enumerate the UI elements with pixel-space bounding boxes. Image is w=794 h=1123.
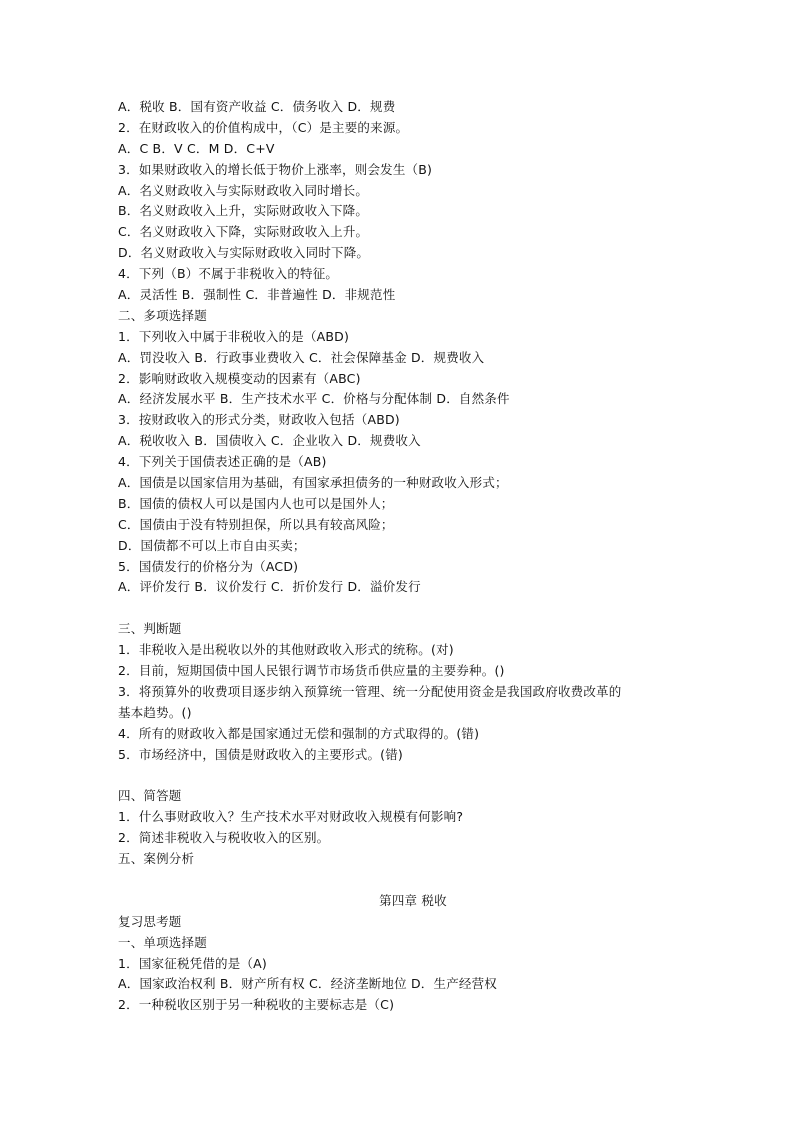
document-body <box>118 97 698 1016</box>
section-heading: 一、单项选择题 <box>118 934 207 950</box>
text-line: 4．下列关于国债表述正确的是（AB) <box>118 454 327 470</box>
blank-line <box>118 598 698 619</box>
section-heading: 四、简答题 <box>118 788 182 804</box>
text-line: C．国债由于没有特别担保，所以具有较高风险； <box>118 516 394 532</box>
text-line: D．国债都不可以上市自由买卖； <box>118 537 306 553</box>
text-line: A．税收收入 B．国债收入 C．企业收入 D．规费收入 <box>118 433 421 449</box>
text-line: A．税收 B．国有资产收益 C．债务收入 D．规费 <box>118 99 396 114</box>
text-line: 2．在财政收入的价值构成中，（C）是主要的来源。 <box>118 119 409 135</box>
section-heading: 五、案例分析 <box>118 851 195 867</box>
text-line: B．名义财政收入上升，实际财政收入下降。 <box>118 203 369 219</box>
text-line: 5．市场经济中，国债是财政收入的主要形式。(错) <box>118 746 404 762</box>
text-line: 2．一种税收区别于另一种税收的主要标志是（C) <box>118 997 395 1013</box>
section-heading: 复习思考题 <box>118 913 182 929</box>
text-line: 1．国家征税凭借的是（A) <box>118 955 267 971</box>
text-line: A．国家政治权利 B．财产所有权 C．经济垄断地位 D．生产经营权 <box>118 976 498 992</box>
text-line: 5．国债发行的价格分为（ACD) <box>118 558 299 574</box>
text-line: A．名义财政收入与实际财政收入同时增长。 <box>118 182 369 198</box>
text-line: A．C B．V C．M D．C+V <box>118 140 275 156</box>
blank-line <box>118 870 698 891</box>
text-line: D．名义财政收入与实际财政收入同时下降。 <box>118 245 370 261</box>
text-line: 3．按财政收入的形式分类，财政收入包括（ABD) <box>118 412 400 428</box>
text-line: 4．所有的财政收入都是国家通过无偿和强制的方式取得的。(错) <box>118 725 480 741</box>
blank-line <box>118 766 698 787</box>
text-line: 基本趋势。() <box>118 704 192 720</box>
text-line: A．评价发行 B．议价发行 C．折价发行 D．溢价发行 <box>118 579 421 595</box>
text-line: 1．什么事财政收入？生产技术水平对财政收入规模有何影响? <box>118 809 464 825</box>
text-line: C．名义财政收入下降，实际财政收入上升。 <box>118 224 369 240</box>
text-line: 2．简述非税收入与税收收入的区别。 <box>118 830 330 846</box>
text-line: 1．非税收入是出税收以外的其他财政收入形式的统称。(对) <box>118 642 454 658</box>
text-line: B．国债的债权人可以是国内人也可以是国外人； <box>118 495 394 511</box>
text-line: 4．下列（B）不属于非税收入的特征。 <box>118 266 339 282</box>
text-line: A．灵活性 B．强制性 C．非普遍性 D．非规范性 <box>118 287 396 303</box>
chapter-title: 第四章 税收 <box>379 892 447 908</box>
text-line: A．罚没收入 B．行政事业费收入 C．社会保障基金 D．规费收入 <box>118 349 485 365</box>
text-line: A．国债是以国家信用为基础，有国家承担债务的一种财政收入形式； <box>118 475 508 491</box>
text-line: 3．如果财政收入的增长低于物价上涨率，则会发生（B) <box>118 161 433 177</box>
text-line: 3．将预算外的收费项目逐步纳入预算统一管理、统一分配使用资金是我国政府收费改革的 <box>118 683 622 699</box>
text-line: A．经济发展水平 B．生产技术水平 C．价格与分配体制 D．自然条件 <box>118 391 510 407</box>
section-heading: 二、多项选择题 <box>118 307 207 323</box>
section-heading: 三、判断题 <box>118 621 182 637</box>
text-line: 1．下列收入中属于非税收入的是（ABD) <box>118 328 350 344</box>
text-line: 2．影响财政收入规模变动的因素有（ABC) <box>118 370 361 386</box>
text-line: 2．目前，短期国债中国人民银行调节市场货币供应量的主要券种。() <box>118 663 505 679</box>
